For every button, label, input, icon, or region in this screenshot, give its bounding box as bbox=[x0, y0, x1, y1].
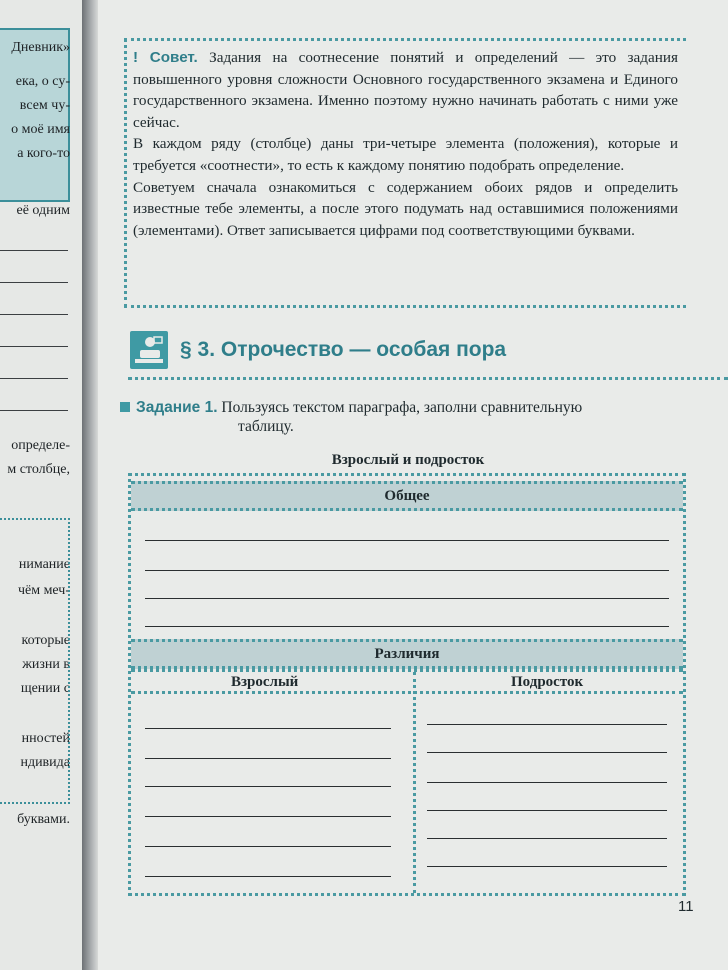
teen-answer-line[interactable] bbox=[427, 838, 667, 839]
teen-answer-line[interactable] bbox=[427, 782, 667, 783]
section-icon bbox=[130, 331, 168, 369]
previous-page-text-fragment: щении с bbox=[20, 681, 70, 696]
advice-paragraph-2: В каждом ряду (столбце) даны три-четыре элемента (положения), которые и требуется «соотнести», то есть к каждому понятию подобрать определение. bbox=[133, 135, 678, 174]
section-header bbox=[130, 330, 506, 370]
previous-page-text-fragment: которые bbox=[21, 633, 70, 648]
task-1 bbox=[120, 398, 686, 436]
task-marker-icon bbox=[120, 402, 130, 412]
previous-page-text-fragment: всем чу- bbox=[19, 98, 70, 113]
comparison-table bbox=[128, 473, 686, 896]
common-answer-line[interactable] bbox=[145, 570, 669, 571]
common-answer-line[interactable] bbox=[145, 540, 669, 541]
common-answer-line[interactable] bbox=[145, 626, 669, 627]
teen-answer-line[interactable] bbox=[427, 752, 667, 753]
teen-answer-line[interactable] bbox=[427, 810, 667, 811]
section-title: § 3. Отрочество — особая пора bbox=[180, 338, 507, 361]
adult-answer-line[interactable] bbox=[145, 816, 391, 817]
adult-answer-line[interactable] bbox=[145, 758, 391, 759]
adult-answer-line[interactable] bbox=[145, 728, 391, 729]
previous-page-text-fragment: м столбце, bbox=[7, 462, 70, 477]
column-header-rule bbox=[131, 690, 683, 694]
common-answer-line[interactable] bbox=[145, 598, 669, 599]
advice-paragraph-1: ! Совет. Задания на соотнесение понятий и определений — это задания повышенного уровня сложности Основного государственного экзамена и Единого государственного экзамена. Именно поэтому нужно начинать работать с ними уже сейчас. bbox=[133, 49, 678, 131]
book-spine bbox=[82, 0, 98, 970]
task-text: Пользуясь текстом параграфа, заполни сравнительную bbox=[221, 399, 583, 416]
common-header: Общее bbox=[131, 481, 683, 511]
answer-line bbox=[0, 314, 68, 315]
column-divider bbox=[413, 672, 416, 893]
differences-header: Различия bbox=[131, 639, 683, 669]
workbook-page bbox=[98, 0, 728, 970]
previous-page-edge bbox=[0, 0, 82, 970]
advice-paragraph-3: Советуем сначала ознакомиться с содержанием обоих рядов и определить известные тебе элементы, а после этого подумать над оставшимися положениями (элементами). Ответ записывается цифрами под соответствующими буквами. bbox=[133, 178, 678, 239]
task-label: Задание 1. bbox=[136, 399, 218, 416]
previous-page-text-fragment: жизни в bbox=[22, 657, 70, 672]
column-header-adult: Взрослый bbox=[231, 674, 299, 690]
previous-page-text-fragment: буквами. bbox=[17, 812, 70, 827]
previous-page-text-fragment: Дневник» bbox=[11, 40, 70, 55]
answer-line bbox=[0, 378, 68, 379]
previous-page-text-fragment: а кого-то bbox=[17, 146, 70, 161]
answer-line bbox=[0, 250, 68, 251]
previous-page-text-fragment: чём меч- bbox=[17, 583, 70, 598]
section-divider bbox=[128, 377, 728, 380]
adult-answer-line[interactable] bbox=[145, 846, 391, 847]
previous-page-text-fragment: ека, о су- bbox=[15, 74, 70, 89]
adult-answer-line[interactable] bbox=[145, 876, 391, 877]
page-number: 11 bbox=[678, 898, 694, 915]
previous-page-dotted-box bbox=[0, 518, 70, 804]
adult-answer-line[interactable] bbox=[145, 786, 391, 787]
differences-subheader-rule bbox=[131, 669, 683, 672]
previous-page-text-fragment: о моё имя bbox=[11, 122, 70, 137]
task-text-continued: таблицу. bbox=[238, 418, 294, 435]
column-header-teen: Подросток bbox=[511, 674, 584, 690]
advice-label: ! Совет. bbox=[133, 49, 198, 66]
advice-box bbox=[124, 38, 686, 308]
table-title: Взрослый и подросток bbox=[331, 452, 485, 468]
previous-page-text-fragment: нимание bbox=[18, 557, 70, 572]
teen-answer-line[interactable] bbox=[427, 724, 667, 725]
previous-page-text-fragment: её одним bbox=[16, 203, 70, 218]
answer-line bbox=[0, 346, 68, 347]
previous-page-text-fragment: определе- bbox=[11, 438, 70, 453]
teen-answer-line[interactable] bbox=[427, 866, 667, 867]
previous-page-text-fragment: ндивида bbox=[20, 755, 70, 770]
previous-page-text-fragment: нностей bbox=[21, 731, 70, 746]
answer-line bbox=[0, 282, 68, 283]
answer-line bbox=[0, 410, 68, 411]
